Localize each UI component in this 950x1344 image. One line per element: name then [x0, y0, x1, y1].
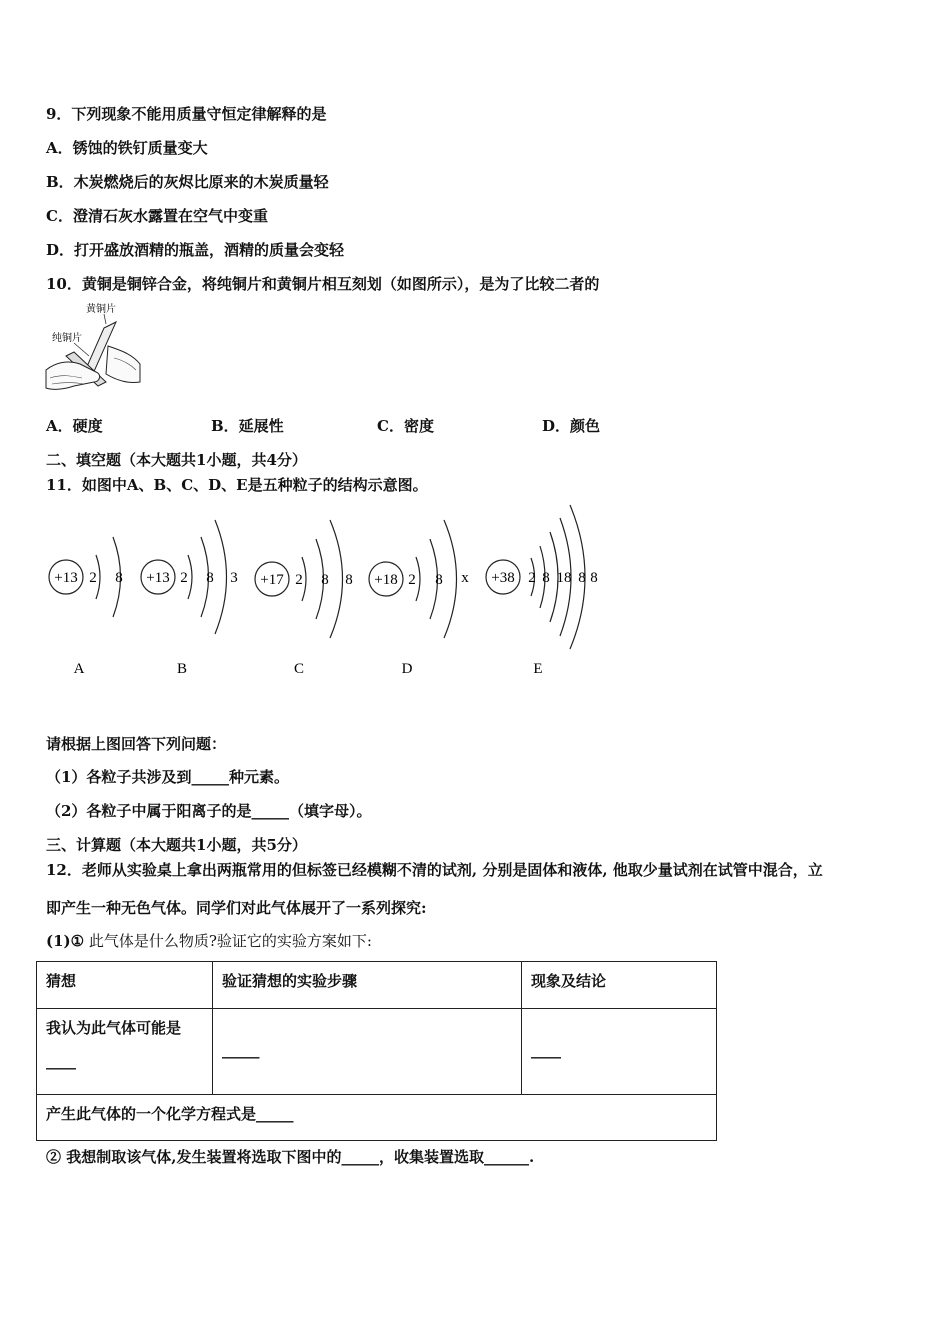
svg-text:8: 8: [115, 570, 123, 586]
svg-text:2: 2: [180, 570, 188, 586]
copper-label: 纯铜片: [52, 333, 82, 344]
svg-text:3: 3: [230, 570, 238, 586]
result-blank[interactable]: ____: [531, 1041, 561, 1059]
q11-prompt: 请根据上图回答下列问题：: [46, 735, 227, 753]
svg-text:+13: +13: [146, 570, 170, 586]
q10-option-b: B．延展性: [211, 417, 284, 435]
table-cell-steps: [213, 1009, 522, 1095]
q12-part1-text: 此气体是什么物质?验证它的实验方案如下:: [84, 932, 372, 950]
section-2-heading: 二、填空题（本大题共1小题，共4分）: [46, 451, 307, 469]
q12-part2: ② 我想制取该气体,发生装置将选取下图中的_____，收集装置选取______.: [46, 1148, 535, 1166]
table-header-steps: 验证猜想的实验步骤: [213, 962, 522, 1009]
table-header-guess: 猜想: [37, 962, 213, 1009]
svg-text:2: 2: [89, 570, 97, 586]
guess-blank[interactable]: ____: [46, 1052, 76, 1070]
svg-text:8: 8: [578, 570, 586, 586]
q9-option-c: C．澄清石灰水露置在空气中变重: [46, 207, 268, 225]
svg-text:18: 18: [556, 570, 572, 586]
svg-text:8: 8: [321, 572, 329, 588]
svg-text:2: 2: [295, 572, 303, 588]
particle-e: [486, 505, 598, 677]
q9-option-a: A．锈蚀的铁钉质量变大: [46, 139, 208, 157]
table-cell-result: [522, 1009, 717, 1095]
svg-text:8: 8: [345, 572, 353, 588]
svg-text:E: E: [533, 661, 543, 677]
q9-stem: 9．下列现象不能用质量守恒定律解释的是: [46, 105, 327, 123]
table-equation-row: 产生此气体的一个化学方程式是_____: [37, 1095, 717, 1141]
svg-text:B: B: [176, 661, 188, 677]
svg-text:D: D: [401, 661, 413, 677]
table-cell-guess: [37, 1009, 213, 1095]
q10-stem: 10．黄铜是铜锌合金，将纯铜片和黄铜片相互刻划（如图所示），是为了比较二者的: [46, 275, 600, 293]
q12-part1-prefix: (1)①: [46, 932, 85, 950]
steps-blank[interactable]: _____: [222, 1041, 260, 1059]
svg-text:8: 8: [590, 570, 598, 586]
svg-text:+13: +13: [54, 570, 78, 586]
particle-diagrams: [40, 500, 620, 685]
q9-option-b: B．木炭燃烧后的灰烬比原来的木炭质量轻: [46, 173, 329, 191]
svg-text:+18: +18: [374, 572, 398, 588]
q12-stem-line2: 即产生一种无色气体。同学们对此气体展开了一系列探究:: [46, 899, 427, 917]
q11-sub2: （2）各粒子中属于阳离子的是_____（填字母）。: [46, 802, 372, 820]
q10-option-c: C．密度: [377, 417, 434, 435]
q11-sub1: （1）各粒子共涉及到_____种元素。: [46, 768, 289, 786]
q10-option-d: D．颜色: [542, 417, 601, 435]
table-header-result: 现象及结论: [522, 962, 717, 1009]
q12-stem-line1: 12．老师从实验桌上拿出两瓶常用的但标签已经模糊不清的试剂, 分别是固体和液体, 他取少量试剂在试管中混合，立: [46, 861, 823, 879]
svg-text:2: 2: [528, 570, 536, 586]
particle-b: [141, 520, 238, 677]
svg-text:A: A: [73, 661, 85, 677]
svg-text:x: x: [461, 570, 469, 586]
scratch-test-figure: [44, 298, 144, 396]
particle-d: [369, 520, 469, 677]
q10-option-a: A．硬度: [46, 417, 103, 435]
q12-part1: [46, 930, 372, 951]
svg-text:8: 8: [435, 572, 443, 588]
guess-text: 我认为此气体可能是: [46, 1019, 182, 1037]
q11-stem: 11．如图中A、B、C、D、E是五种粒子的结构示意图。: [46, 476, 428, 494]
particle-a: [49, 537, 123, 677]
svg-text:8: 8: [206, 570, 214, 586]
svg-text:8: 8: [542, 570, 550, 586]
svg-text:+38: +38: [491, 570, 515, 586]
q9-option-d: D．打开盛放酒精的瓶盖，酒精的质量会变轻: [46, 241, 345, 259]
svg-text:C: C: [293, 661, 305, 677]
svg-text:+17: +17: [260, 572, 284, 588]
experiment-table: [36, 961, 717, 1141]
svg-text:2: 2: [408, 572, 416, 588]
section-3-heading: 三、计算题（本大题共1小题，共5分）: [46, 836, 307, 854]
brass-label: 黄铜片: [86, 304, 116, 315]
particle-c: [255, 520, 353, 677]
